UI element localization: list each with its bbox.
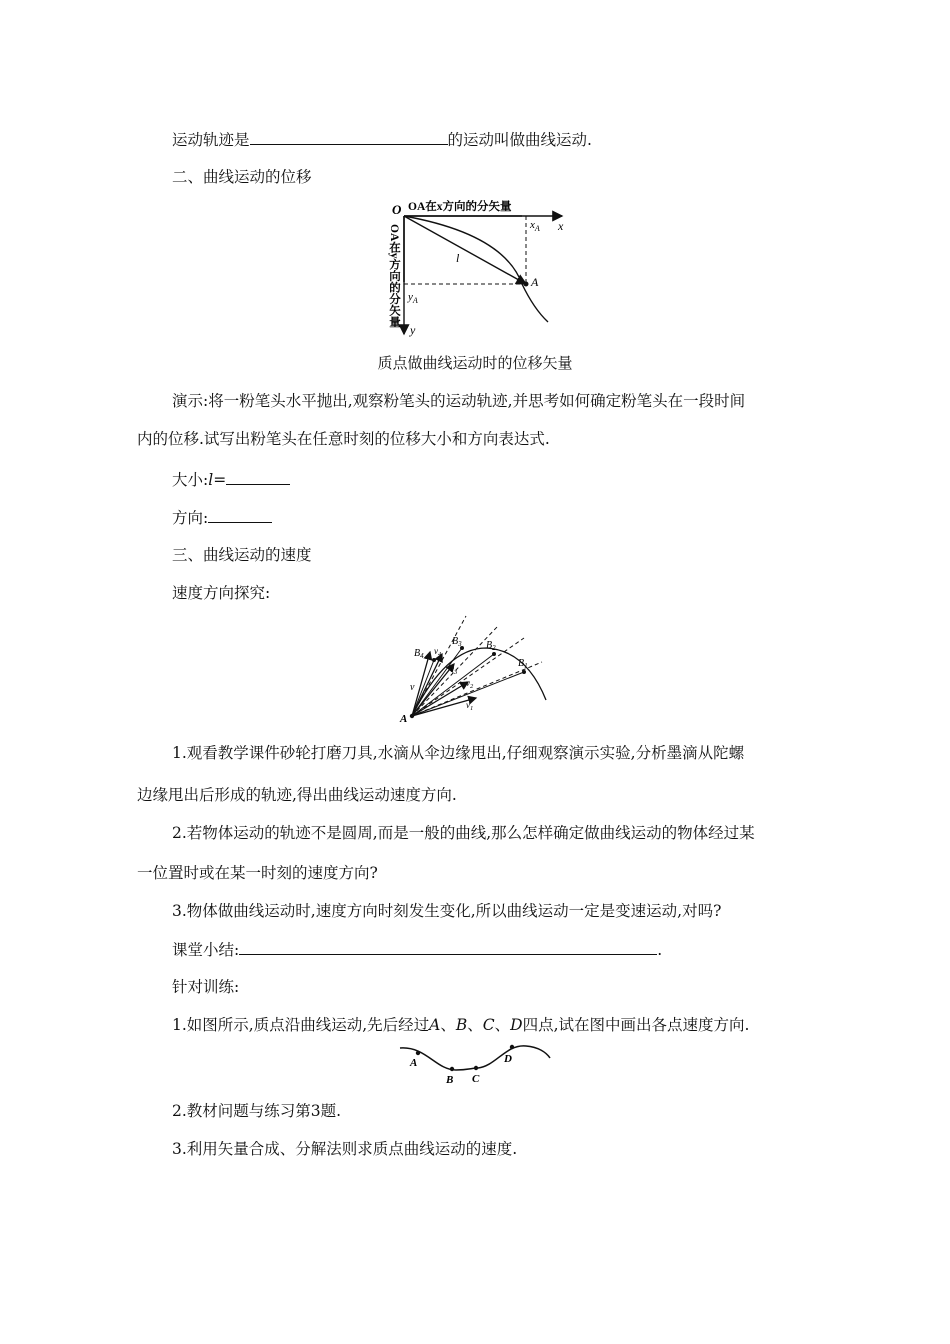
t1-line [172,1014,749,1036]
t1-sep3: 、 [494,1016,511,1034]
point-B1-dot [522,670,526,674]
q2-line2: 一位置时或在某一时刻的速度方向? [137,864,378,882]
t1-C: C [482,1016,495,1034]
wave-label-D: D [504,1053,512,1065]
yA-label: $y_A$ [408,291,418,305]
label-v3: $v_3$ [450,664,458,676]
t1-B: B [455,1016,468,1034]
label-v4: $v_4$ [434,646,442,658]
wave-point-A [416,1051,420,1055]
curve-path [412,648,546,716]
t1-sep1: 、 [440,1016,456,1034]
magnitude-eq: = [213,471,227,489]
magnitude-var: l [208,471,214,489]
t1-suffix: 四点,试在图中画出各点速度方向. [522,1016,750,1034]
demo-line2: 内的位移.试写出粉笔头在任意时刻的位移大小和方向表达式. [137,430,550,448]
label-v: v [410,682,415,693]
wave-label-A: A [410,1057,418,1069]
intro-after: 的运动叫做曲线运动. [447,131,592,149]
wave-point-D [510,1045,514,1049]
t2-text: 2.教材问题与练习第3题. [172,1102,342,1120]
magnitude-line [172,468,290,491]
magnitude-blank[interactable] [226,468,290,485]
training-label: 针对训练: [172,978,240,996]
t1-prefix: 1.如图所示,质点沿曲线运动,先后经过 [172,1016,430,1034]
t1-D: D [510,1016,523,1034]
x-axis-component-label: OA在x方向的分矢量 [408,201,512,213]
xA-label: $x_A$ [530,219,540,233]
label-v2: $v_2$ [466,678,474,690]
direction-label: 方向: [172,509,209,527]
figure1-caption: 质点做曲线运动时的位移矢量 [377,354,573,372]
origin-label: O [392,202,402,217]
q1-line1: 1.观看教学课件砂轮打磨刀具,水滴从伞边缘甩出,仔细观察演示实验,分析墨滴从陀螺 [172,744,745,762]
displacement-figure [364,194,584,344]
summary-label: 课堂小结: [172,941,240,959]
point-A-dot [524,282,529,287]
wave-label-C: C [472,1073,480,1085]
intro-line [172,128,592,151]
displacement-vector [404,216,526,284]
q2-line1: 2.若物体运动的轨迹不是圆周,而是一般的曲线,那么怎样确定做曲线运动的物体经过某 [172,824,755,842]
t3-text: 3.利用矢量合成、分解法则求质点曲线运动的速度. [172,1140,518,1158]
intro-blank[interactable] [250,128,448,145]
wave-figure [396,1040,556,1088]
t1-sep2: 、 [467,1016,483,1034]
t1-A: A [429,1016,441,1034]
direction-line [172,506,272,529]
y-var-label: y [410,323,416,337]
velocity-figure [396,608,556,728]
label-B4: $B_4$ [414,648,424,660]
q3-text: 3.物体做曲线运动时,速度方向时刻发生变化,所以曲线运动一定是变速运动,对吗? [172,902,722,920]
explore-label: 速度方向探究: [172,584,271,602]
summary-end: . [657,941,663,959]
label-v1: $v_1$ [466,700,474,712]
point-B4-dot [432,658,436,662]
label-A: A [400,713,408,725]
y-axis-component-label: OA在y方向的分矢量 [388,224,400,328]
x-var-label: x [558,219,564,233]
point-B2-dot [492,652,496,656]
wave-point-B [450,1067,454,1071]
summary-blank[interactable] [239,938,657,955]
magnitude-label: 大小: [172,471,209,489]
label-B1: $B_1$ [518,658,528,670]
label-B3: $B_3$ [452,636,462,648]
wave-point-C [474,1066,478,1070]
summary-line [172,938,662,961]
demo-line1: 演示:将一粉笔头水平抛出,观察粉笔头的运动轨迹,并思考如何确定粉笔头在一段时间 [172,392,746,410]
q1-line2: 边缘甩出后形成的轨迹,得出曲线运动速度方向. [137,786,457,804]
segment-l-label: l [456,251,460,265]
label-B2: $B_2$ [486,640,496,652]
intro-before: 运动轨迹是 [172,131,250,149]
section2-heading: 二、曲线运动的位移 [172,168,312,186]
wave-label-B: B [446,1074,454,1086]
direction-blank[interactable] [208,506,272,523]
section3-heading: 三、曲线运动的速度 [172,546,312,564]
point-A-dot [410,714,414,718]
secant-B3 [412,616,466,716]
point-A-label: A [531,275,539,289]
